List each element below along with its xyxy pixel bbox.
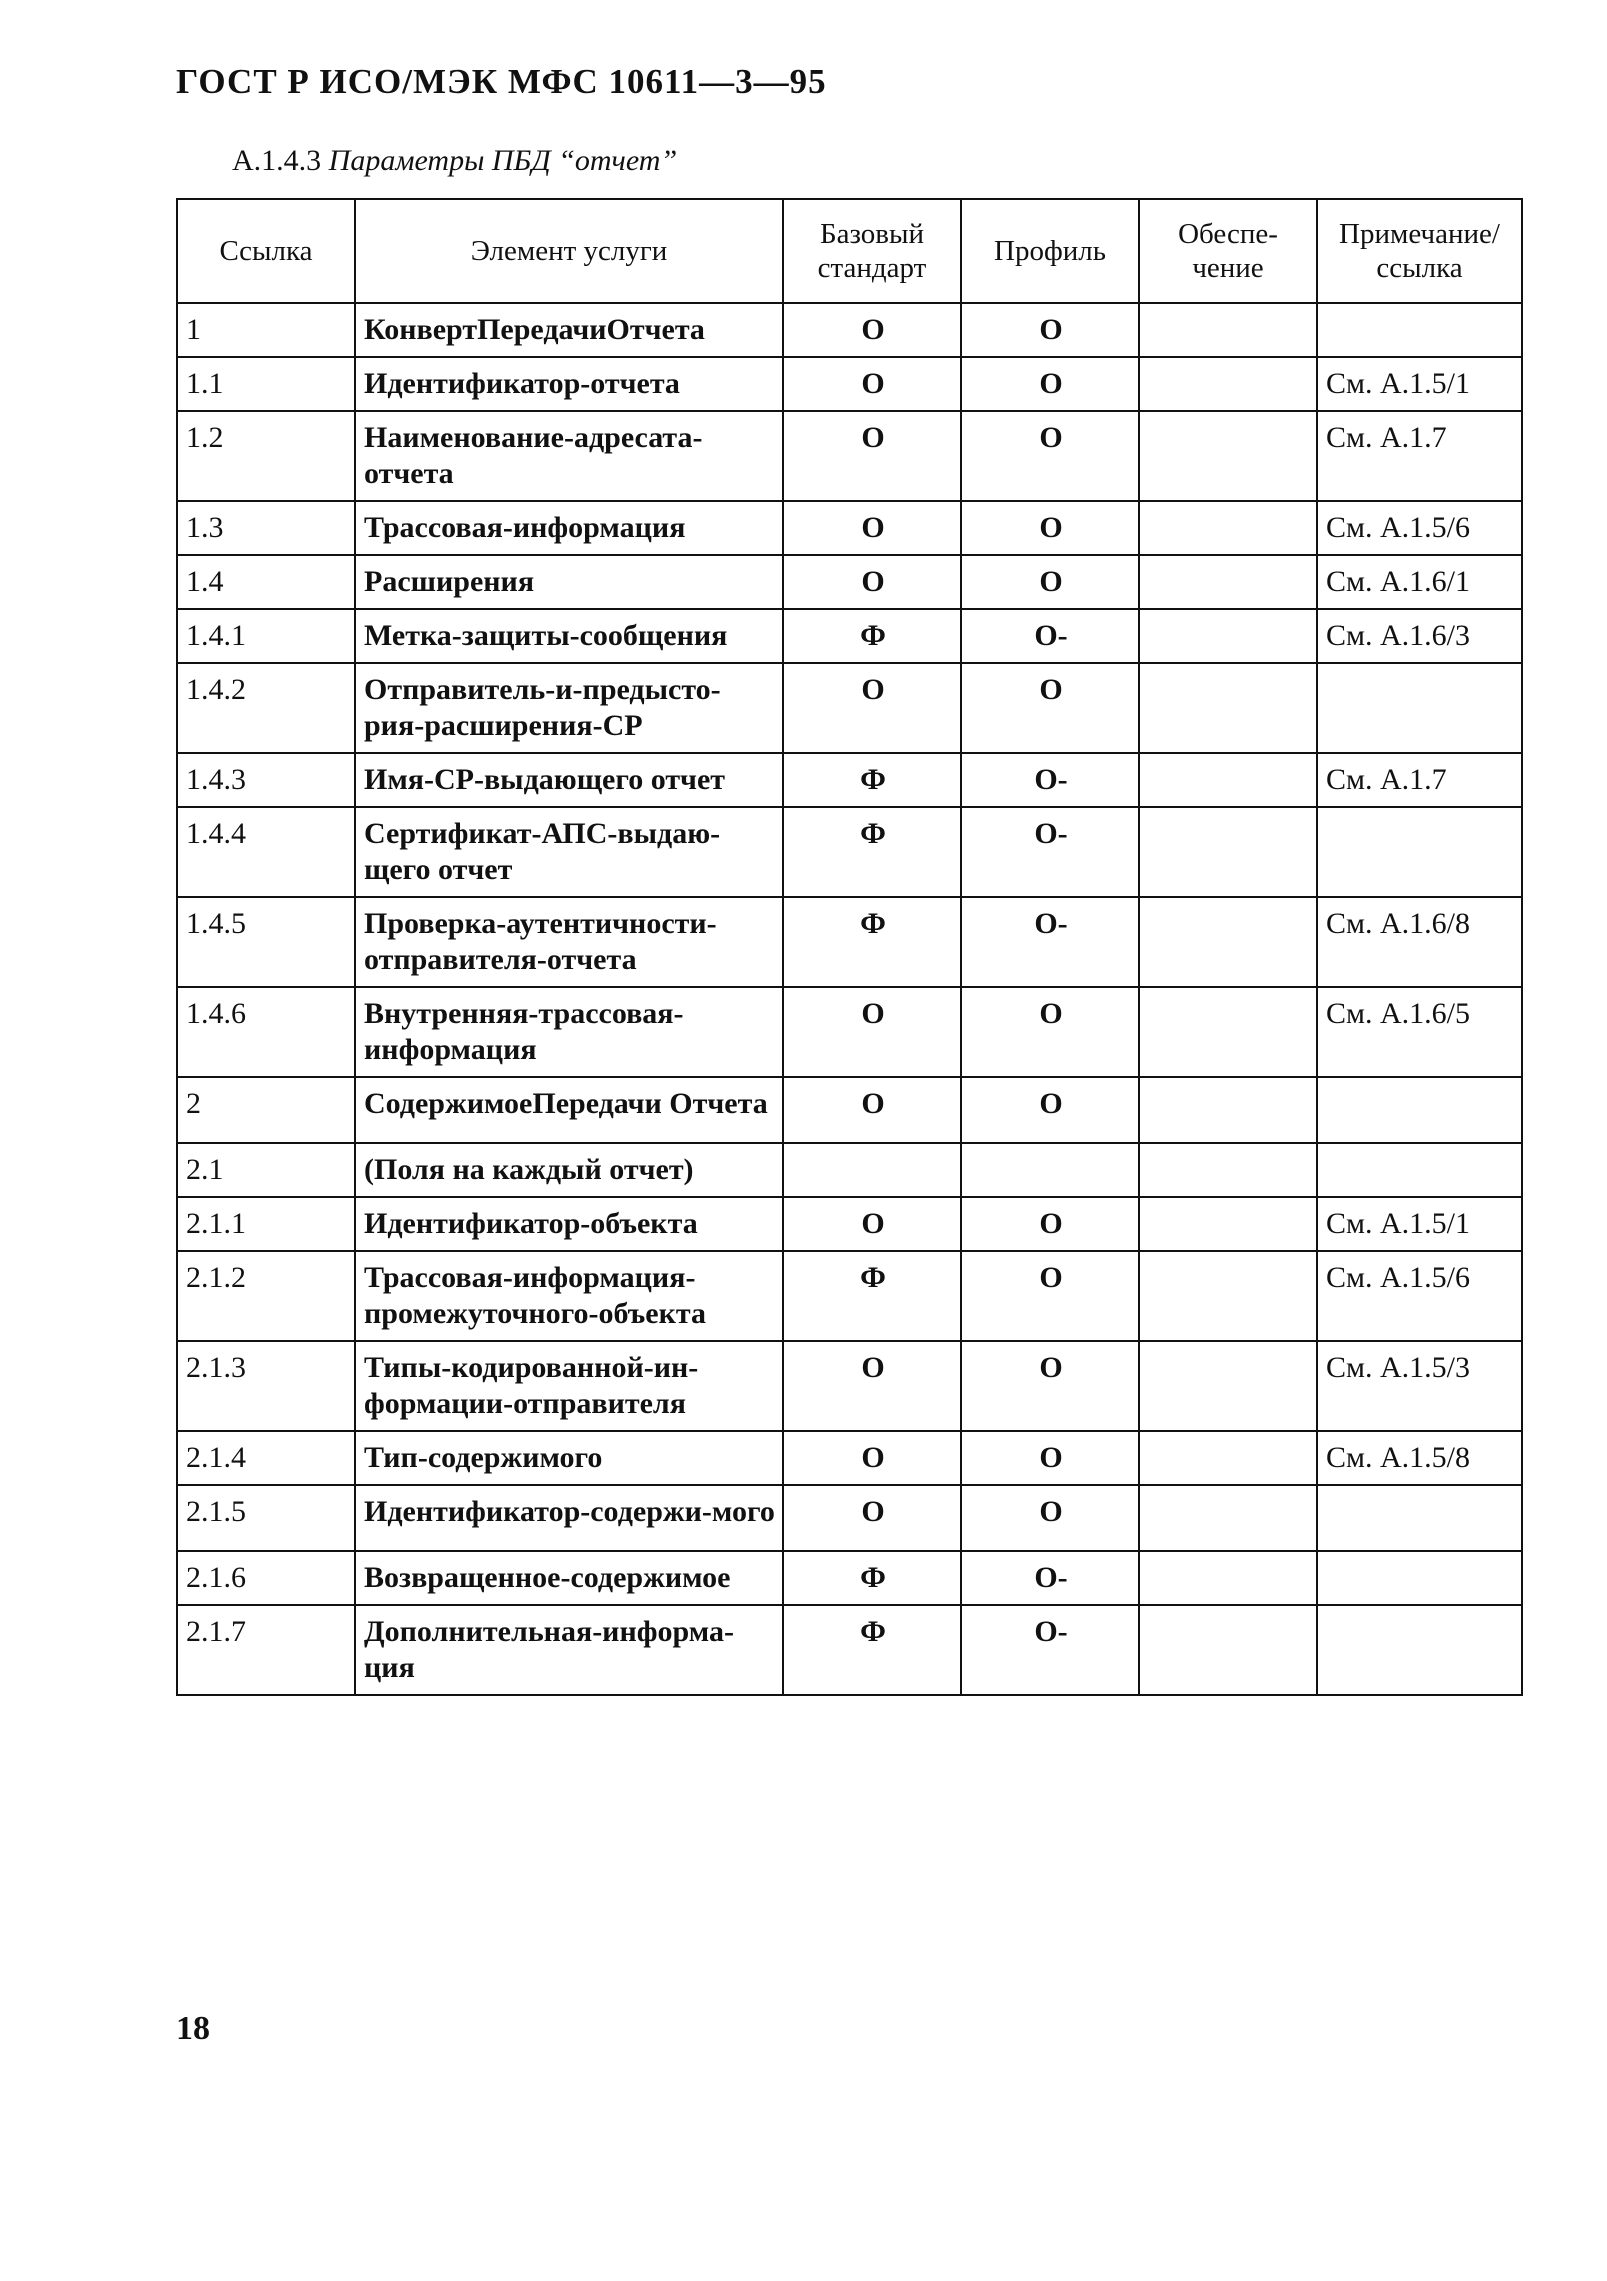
base-standard-cell: Ф bbox=[783, 609, 961, 663]
note-cell: См. А.1.7 bbox=[1317, 753, 1522, 807]
ref-cell: 2 bbox=[177, 1077, 355, 1143]
element-cell: СодержимоеПередачи Отчета bbox=[355, 1077, 783, 1143]
note-cell bbox=[1317, 663, 1522, 753]
element-cell: Метка-защиты-сообщения bbox=[355, 609, 783, 663]
element-cell: Дополнительная-информа-ция bbox=[355, 1605, 783, 1695]
support-cell bbox=[1139, 303, 1317, 357]
ref-cell: 1.1 bbox=[177, 357, 355, 411]
support-cell bbox=[1139, 1485, 1317, 1551]
element-cell: Отправитель-и-предысто-рия-расширения-СР bbox=[355, 663, 783, 753]
profile-cell: О bbox=[961, 1197, 1139, 1251]
base-standard-cell: О bbox=[783, 987, 961, 1077]
table-row bbox=[177, 501, 1522, 555]
element-cell: Тип-содержимого bbox=[355, 1431, 783, 1485]
base-standard-cell: Ф bbox=[783, 897, 961, 987]
element-cell: Расширения bbox=[355, 555, 783, 609]
note-cell: См. А.1.5/1 bbox=[1317, 357, 1522, 411]
note-cell: См. А.1.5/8 bbox=[1317, 1431, 1522, 1485]
column-header: Ссылка bbox=[177, 199, 355, 303]
support-cell bbox=[1139, 1341, 1317, 1431]
support-cell bbox=[1139, 1143, 1317, 1197]
profile-cell: О bbox=[961, 1341, 1139, 1431]
element-cell: Сертификат-АПС-выдаю-щего отчет bbox=[355, 807, 783, 897]
support-cell bbox=[1139, 1431, 1317, 1485]
base-standard-cell: О bbox=[783, 501, 961, 555]
base-standard-cell: Ф bbox=[783, 1251, 961, 1341]
column-header: Профиль bbox=[961, 199, 1139, 303]
ref-cell: 2.1.3 bbox=[177, 1341, 355, 1431]
base-standard-cell: О bbox=[783, 1431, 961, 1485]
base-standard-cell: О bbox=[783, 1341, 961, 1431]
profile-cell: О bbox=[961, 1251, 1139, 1341]
support-cell bbox=[1139, 1197, 1317, 1251]
document-title: ГОСТ Р ИСО/МЭК МФС 10611—3—95 bbox=[176, 62, 827, 101]
support-cell bbox=[1139, 1251, 1317, 1341]
table-row bbox=[177, 1341, 1522, 1431]
base-standard-cell: О bbox=[783, 303, 961, 357]
support-cell bbox=[1139, 1077, 1317, 1143]
support-cell bbox=[1139, 1551, 1317, 1605]
element-cell: Трассовая-информация-промежуточного-объекта bbox=[355, 1251, 783, 1341]
support-cell bbox=[1139, 1605, 1317, 1695]
ref-cell: 1.4.3 bbox=[177, 753, 355, 807]
element-cell: Возвращенное-содержимое bbox=[355, 1551, 783, 1605]
base-standard-cell: Ф bbox=[783, 753, 961, 807]
ref-cell: 1.4.5 bbox=[177, 897, 355, 987]
table-row bbox=[177, 1485, 1522, 1551]
note-cell: См. А.1.6/8 bbox=[1317, 897, 1522, 987]
base-standard-cell: Ф bbox=[783, 1551, 961, 1605]
profile-cell: О- bbox=[961, 1551, 1139, 1605]
support-cell bbox=[1139, 897, 1317, 987]
support-cell bbox=[1139, 501, 1317, 555]
table-row bbox=[177, 609, 1522, 663]
table-row bbox=[177, 555, 1522, 609]
support-cell bbox=[1139, 987, 1317, 1077]
element-cell: Наименование-адресата-отчета bbox=[355, 411, 783, 501]
base-standard-cell: О bbox=[783, 411, 961, 501]
table-row bbox=[177, 807, 1522, 897]
ref-cell: 2.1.7 bbox=[177, 1605, 355, 1695]
base-standard-cell: О bbox=[783, 357, 961, 411]
note-cell bbox=[1317, 1485, 1522, 1551]
table-caption bbox=[232, 144, 677, 178]
column-header: Базовый стандарт bbox=[783, 199, 961, 303]
ref-cell: 2.1.4 bbox=[177, 1431, 355, 1485]
note-cell: См. А.1.5/6 bbox=[1317, 501, 1522, 555]
element-cell: Идентификатор-отчета bbox=[355, 357, 783, 411]
parameters-table bbox=[176, 198, 1523, 1696]
profile-cell: О bbox=[961, 357, 1139, 411]
profile-cell: О- bbox=[961, 807, 1139, 897]
ref-cell: 1.4.6 bbox=[177, 987, 355, 1077]
element-cell: Идентификатор-объекта bbox=[355, 1197, 783, 1251]
page-number: 18 bbox=[176, 2010, 210, 2047]
base-standard-cell: Ф bbox=[783, 1605, 961, 1695]
base-standard-cell: О bbox=[783, 663, 961, 753]
ref-cell: 1.4.4 bbox=[177, 807, 355, 897]
table-row bbox=[177, 987, 1522, 1077]
table-row bbox=[177, 663, 1522, 753]
table-row bbox=[177, 1077, 1522, 1143]
ref-cell: 1.4.2 bbox=[177, 663, 355, 753]
ref-cell: 1.4.1 bbox=[177, 609, 355, 663]
ref-cell: 1.4 bbox=[177, 555, 355, 609]
support-cell bbox=[1139, 411, 1317, 501]
table-header-row bbox=[177, 199, 1522, 303]
caption-title: Параметры ПБД “отчет” bbox=[328, 144, 678, 177]
ref-cell: 2.1.6 bbox=[177, 1551, 355, 1605]
element-cell: Внутренняя-трассовая-информация bbox=[355, 987, 783, 1077]
table-row bbox=[177, 411, 1522, 501]
column-header: Элемент услуги bbox=[355, 199, 783, 303]
profile-cell: О bbox=[961, 987, 1139, 1077]
support-cell bbox=[1139, 753, 1317, 807]
base-standard-cell: О bbox=[783, 555, 961, 609]
caption-number: А.1.4.3 bbox=[232, 144, 322, 177]
note-cell bbox=[1317, 303, 1522, 357]
note-cell bbox=[1317, 1605, 1522, 1695]
element-cell: Имя-СР-выдающего отчет bbox=[355, 753, 783, 807]
table-row bbox=[177, 753, 1522, 807]
base-standard-cell: Ф bbox=[783, 807, 961, 897]
note-cell: См. А.1.5/3 bbox=[1317, 1341, 1522, 1431]
profile-cell: О bbox=[961, 555, 1139, 609]
table-row bbox=[177, 1143, 1522, 1197]
ref-cell: 2.1.5 bbox=[177, 1485, 355, 1551]
note-cell: См. А.1.5/6 bbox=[1317, 1251, 1522, 1341]
ref-cell: 1.3 bbox=[177, 501, 355, 555]
column-header: Обеспе-чение bbox=[1139, 199, 1317, 303]
profile-cell: О bbox=[961, 1077, 1139, 1143]
profile-cell: О bbox=[961, 663, 1139, 753]
profile-cell: О- bbox=[961, 1605, 1139, 1695]
support-cell bbox=[1139, 555, 1317, 609]
element-cell: Проверка-аутентичности-отправителя-отчета bbox=[355, 897, 783, 987]
profile-cell: О- bbox=[961, 609, 1139, 663]
support-cell bbox=[1139, 609, 1317, 663]
profile-cell: О bbox=[961, 303, 1139, 357]
table-row bbox=[177, 1431, 1522, 1485]
note-cell bbox=[1317, 807, 1522, 897]
ref-cell: 1 bbox=[177, 303, 355, 357]
support-cell bbox=[1139, 357, 1317, 411]
table-row bbox=[177, 357, 1522, 411]
table-row bbox=[177, 1605, 1522, 1695]
note-cell: См. А.1.6/3 bbox=[1317, 609, 1522, 663]
support-cell bbox=[1139, 663, 1317, 753]
base-standard-cell: О bbox=[783, 1077, 961, 1143]
note-cell: См. А.1.7 bbox=[1317, 411, 1522, 501]
profile-cell: О bbox=[961, 411, 1139, 501]
table-row bbox=[177, 1551, 1522, 1605]
column-header: Примечание/ссылка bbox=[1317, 199, 1522, 303]
ref-cell: 2.1.1 bbox=[177, 1197, 355, 1251]
element-cell: Типы-кодированной-ин-формации-отправителя bbox=[355, 1341, 783, 1431]
base-standard-cell: О bbox=[783, 1485, 961, 1551]
element-cell: Идентификатор-содержи-мого bbox=[355, 1485, 783, 1551]
ref-cell: 2.1.2 bbox=[177, 1251, 355, 1341]
note-cell: См. А.1.6/1 bbox=[1317, 555, 1522, 609]
note-cell bbox=[1317, 1143, 1522, 1197]
table-body bbox=[177, 303, 1522, 1695]
ref-cell: 1.2 bbox=[177, 411, 355, 501]
note-cell: См. А.1.5/1 bbox=[1317, 1197, 1522, 1251]
note-cell bbox=[1317, 1077, 1522, 1143]
note-cell: См. А.1.6/5 bbox=[1317, 987, 1522, 1077]
support-cell bbox=[1139, 807, 1317, 897]
element-cell: (Поля на каждый отчет) bbox=[355, 1143, 783, 1197]
element-cell: КонвертПередачиОтчета bbox=[355, 303, 783, 357]
ref-cell: 2.1 bbox=[177, 1143, 355, 1197]
table-row bbox=[177, 1251, 1522, 1341]
table-row bbox=[177, 303, 1522, 357]
base-standard-cell: О bbox=[783, 1197, 961, 1251]
profile-cell: О- bbox=[961, 897, 1139, 987]
table-row bbox=[177, 1197, 1522, 1251]
profile-cell bbox=[961, 1143, 1139, 1197]
note-cell bbox=[1317, 1551, 1522, 1605]
profile-cell: О bbox=[961, 501, 1139, 555]
table-row bbox=[177, 897, 1522, 987]
profile-cell: О bbox=[961, 1485, 1139, 1551]
element-cell: Трассовая-информация bbox=[355, 501, 783, 555]
profile-cell: О bbox=[961, 1431, 1139, 1485]
base-standard-cell bbox=[783, 1143, 961, 1197]
profile-cell: О- bbox=[961, 753, 1139, 807]
